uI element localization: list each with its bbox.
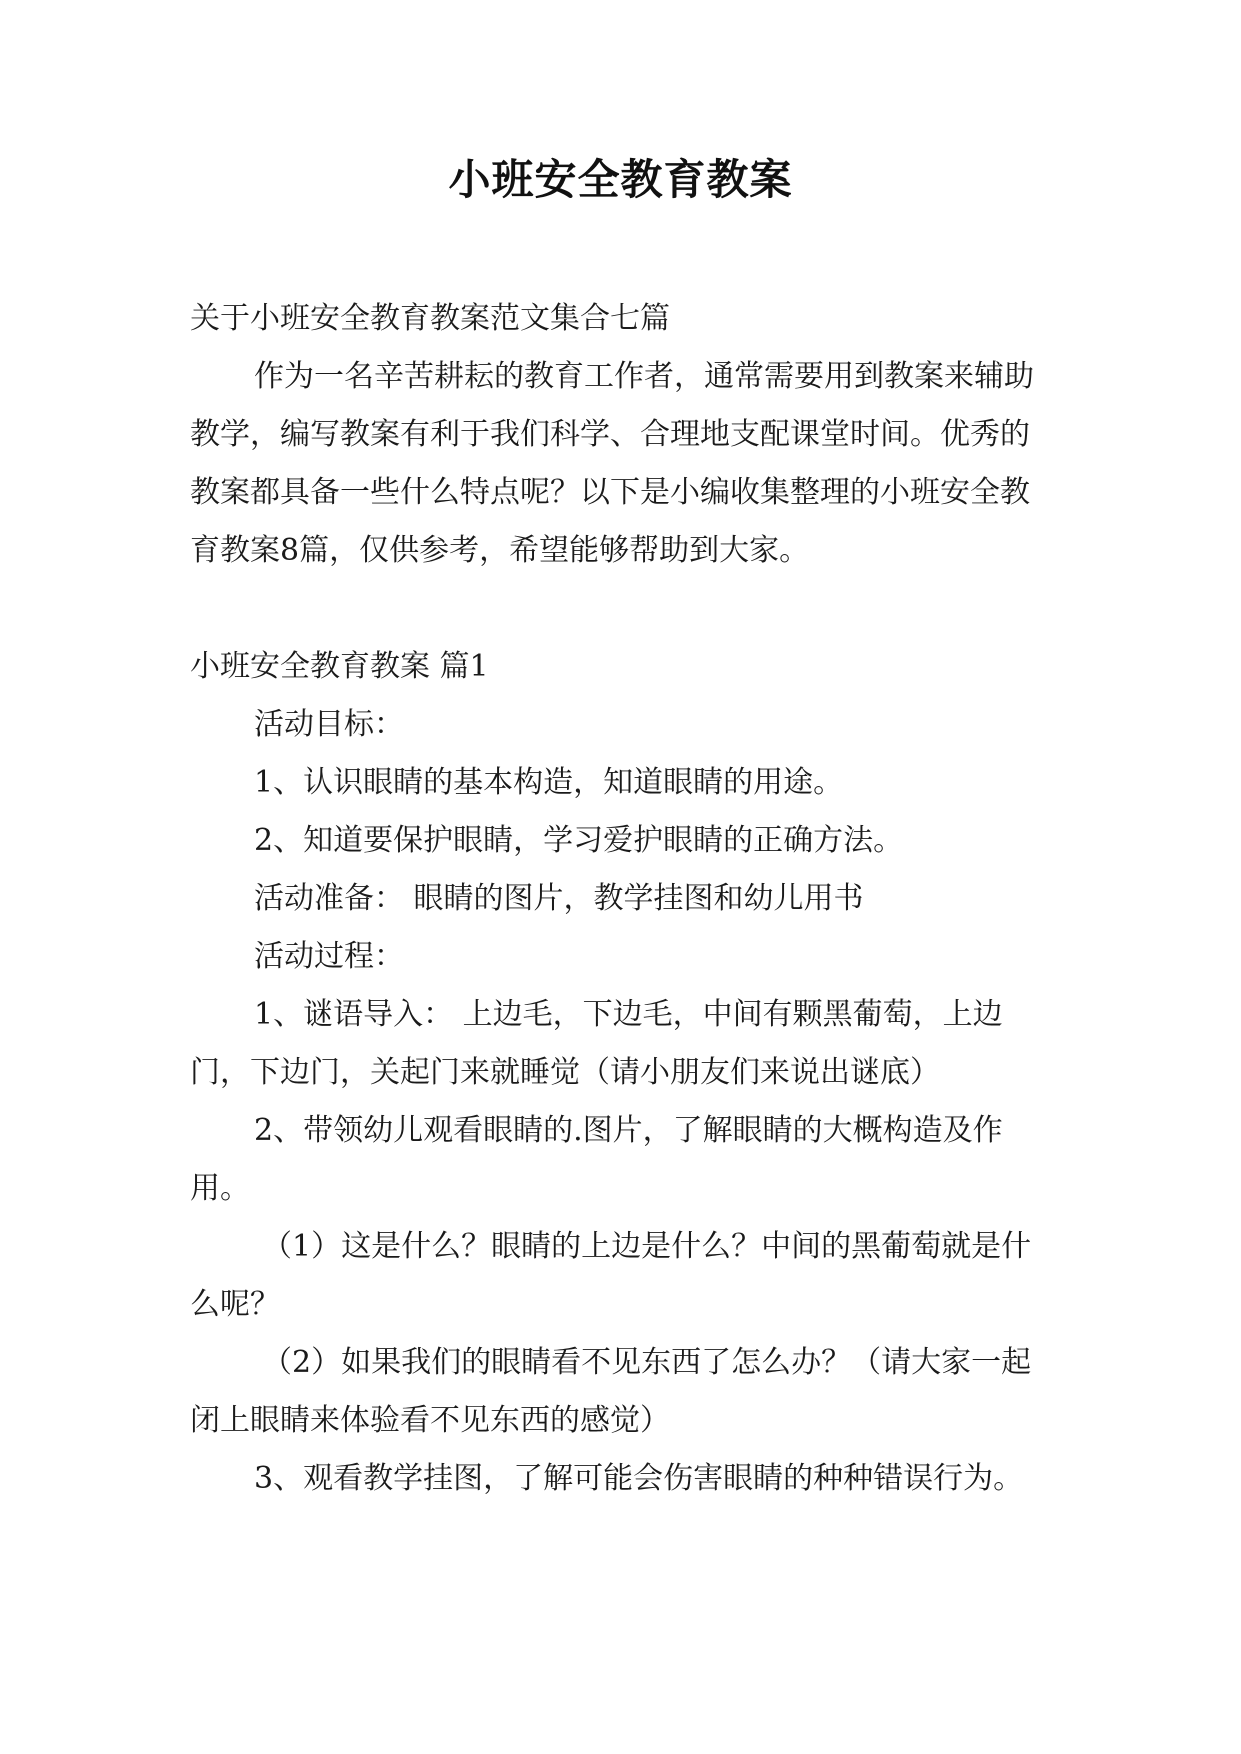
paragraph-activity-goals: 活动目标：: [254, 707, 404, 742]
document-body: [190, 290, 1050, 1508]
document-title: 小班安全教育教案: [448, 155, 793, 204]
section-heading: 小班安全教育教案 篇1: [190, 649, 489, 684]
paragraph-question-2: （2）如果我们的眼睛看不见东西了怎么办？（请大家一起闭上眼睛来体验看不见东西的感觉）: [190, 1345, 1032, 1438]
paragraph-question-1: （1）这是什么？眼睛的上边是什么？中间的黑葡萄就是什么呢？: [190, 1229, 1032, 1322]
paragraph-goal-2: 2、知道要保护眼睛，学习爱护眼睛的正确方法。: [254, 823, 904, 858]
paragraph-activity-prep: 活动准备： 眼睛的图片，教学挂图和幼儿用书: [254, 881, 864, 916]
paragraph-activity-process: 活动过程：: [254, 939, 404, 974]
intro-paragraph: 作为一名辛苦耕耘的教育工作者，通常需要用到教案来辅助教学，编写教案有利于我们科学、合理地支配课堂时间。优秀的教案都具备一些什么特点呢？以下是小编收集整理的小班安全教育教案8篇，仅供参考，希望能够帮助到大家。: [190, 359, 1034, 568]
paragraph-step-1: 1、谜语导入： 上边毛，下边毛，中间有颗黑葡萄，上边门，下边门，关起门来就睡觉（请小朋友们来说出谜底）: [190, 997, 1003, 1090]
paragraph-step-3: 3、观看教学挂图，了解可能会伤害眼睛的种种错误行为。: [254, 1461, 1024, 1496]
paragraph-goal-1: 1、认识眼睛的基本构造，知道眼睛的用途。: [254, 765, 844, 800]
section-spacer: [190, 580, 1050, 638]
paragraph-step-2: 2、带领幼儿观看眼睛的.图片，了解眼睛的大概构造及作用。: [190, 1113, 1003, 1206]
intro-heading: 关于小班安全教育教案范文集合七篇: [190, 301, 670, 336]
